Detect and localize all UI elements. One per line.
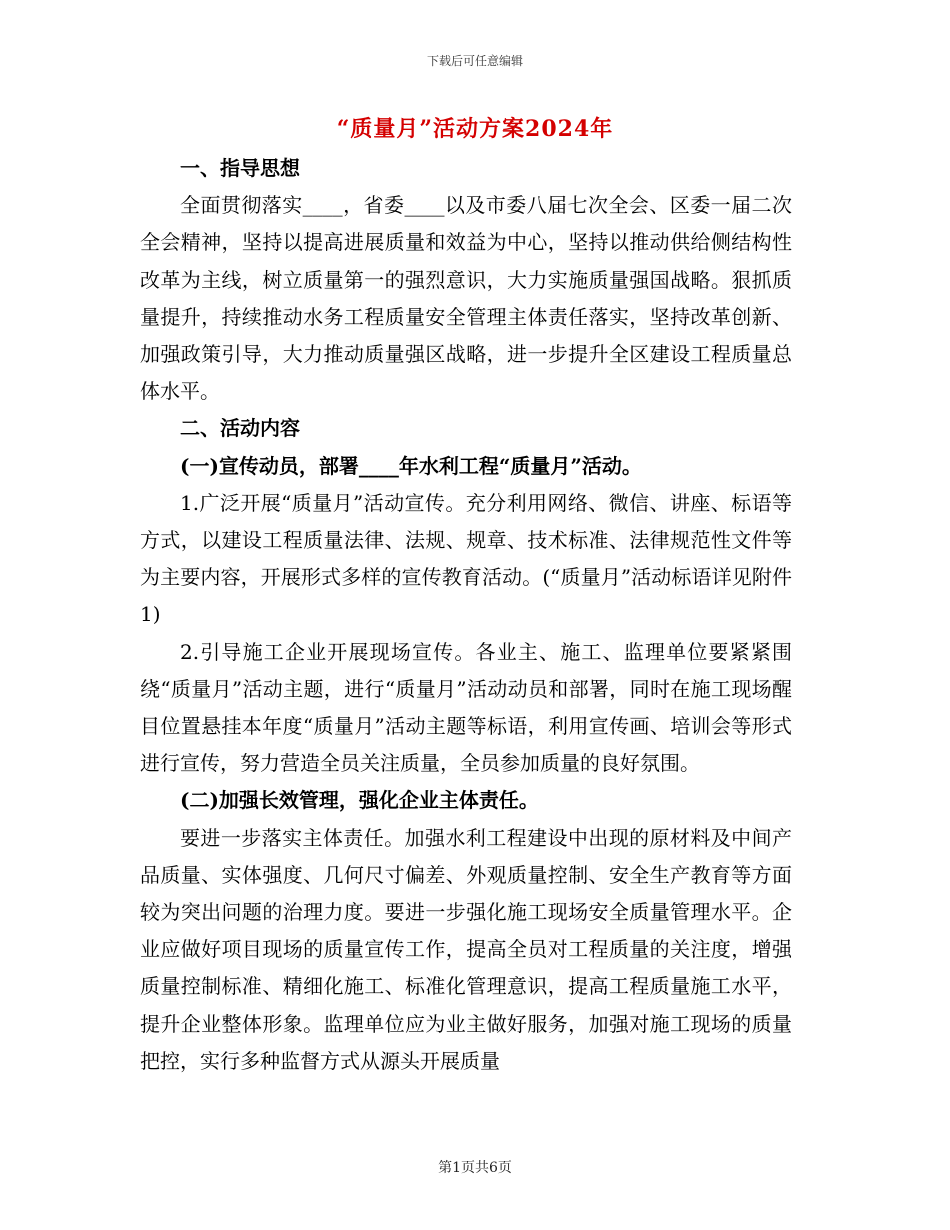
document-body [140, 150, 792, 1080]
paragraph: 全面贯彻落实____，省委____以及市委八届七次全会、区委一届二次全会精神，坚持以提高进展质量和效益为中心，坚持以推动供给侧结构性改革为主线，树立质量第一的强烈意识，大力实施质量强国战略。狠抓质量提升，持续推动水务工程质量安全管理主体责任落实，坚持改革创新、加强政策引导，大力推动质量强区战略，进一步提升全区建设工程质量总体水平。 [140, 193, 792, 404]
paragraph: 2.引导施工企业开展现场宣传。各业主、施工、监理单位要紧紧围绕“质量月”活动主题，进行“质量月”活动动员和部署，同时在施工现场醒目位置悬挂本年度“质量月”活动主题等标语，利用宣传画、培训会等形式进行宣传，努力营造全员关注质量，全员参加质量的良好氛围。 [140, 639, 792, 776]
paragraph: 要进一步落实主体责任。加强水利工程建设中出现的原材料及中间产品质量、实体强度、几何尺寸偏差、外观质量控制、安全生产教育等方面较为突出问题的治理力度。要进一步强化施工现场安全质量管理水平。企业应做好项目现场的质量宣传工作，提高全员对工程质量的关注度，增强质量控制标准、精细化施工、标准化管理意识，提高工程质量施工水平，提升企业整体形象。监理单位应为业主做好服务，加强对施工现场的质量把控，实行多种监督方式从源头开展质量 [140, 825, 792, 1073]
paragraph: 一、指导思想 [180, 156, 300, 180]
paragraph: (一)宣传动员，部署____年水利工程“质量月”活动。 [180, 453, 642, 478]
paragraph: 1.广泛开展“质量月”活动宣传。充分利用网络、微信、讲座、标语等方式，以建设工程质量法律、法规、规章、技术标准、法律规范性文件等为主要内容，开展形式多样的宣传教育活动。(“质量月”活动标语详见附件1) [140, 490, 792, 627]
paragraph: (二)加强长效管理，强化企业主体责任。 [180, 788, 539, 813]
paragraph: 二、活动内容 [180, 416, 300, 441]
document-title: “质量月”活动方案2024年 [336, 116, 614, 142]
page-footer: 第1页共6页 [438, 1160, 512, 1176]
header-note: 下载后可任意编辑 [426, 54, 523, 68]
